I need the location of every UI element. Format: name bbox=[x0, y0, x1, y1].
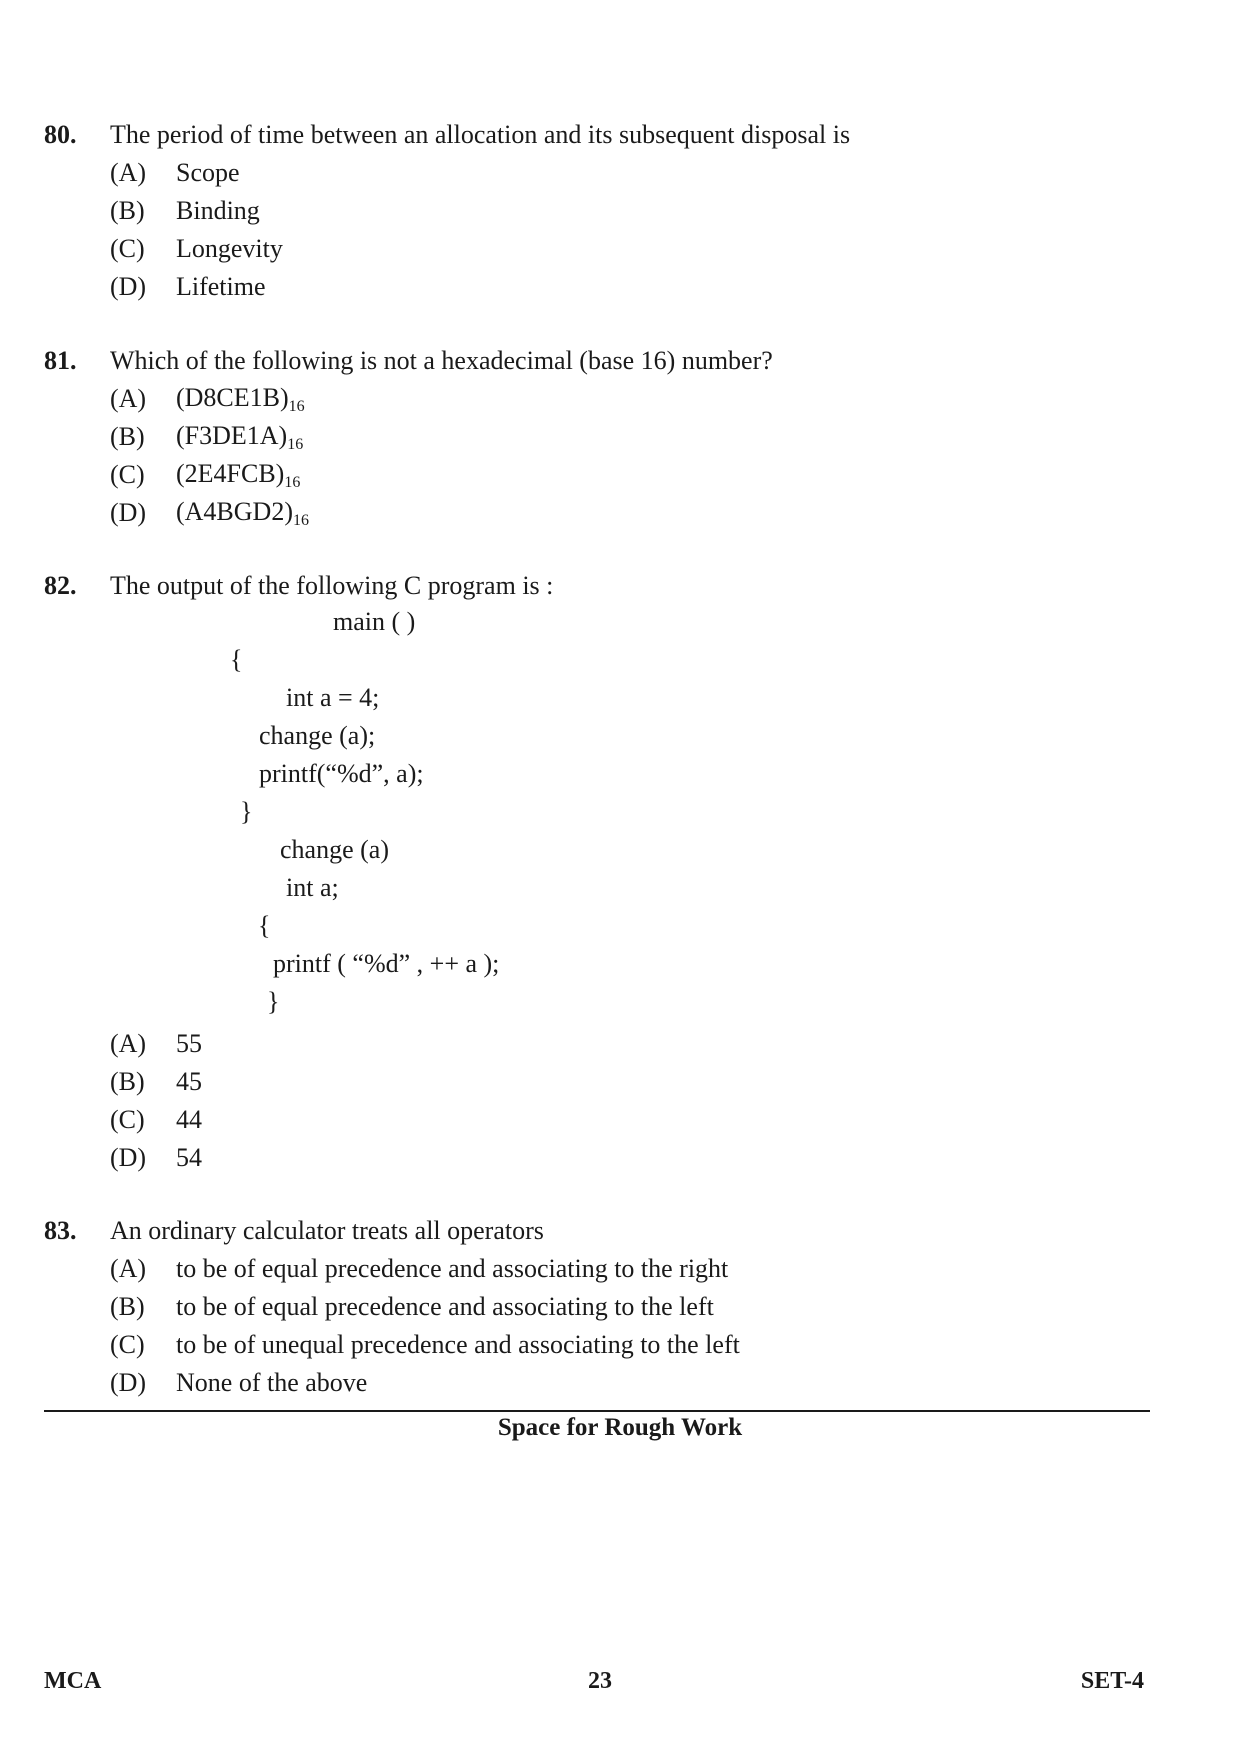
option-text: Longevity bbox=[176, 234, 283, 263]
option-text: to be of equal precedence and associating to the left bbox=[176, 1292, 714, 1321]
option-label: (C) bbox=[110, 234, 145, 263]
question-number: 81. bbox=[44, 346, 77, 375]
option-text: 44 bbox=[176, 1105, 202, 1134]
code-line: change (a); bbox=[259, 721, 376, 750]
question-83 bbox=[44, 1212, 1144, 1402]
option-label: (B) bbox=[110, 1292, 145, 1321]
option-b bbox=[110, 1063, 202, 1101]
option-label: (B) bbox=[110, 196, 145, 225]
option-label: (D) bbox=[110, 272, 147, 301]
option-b bbox=[110, 1288, 1144, 1326]
base-subscript: 16 bbox=[284, 473, 301, 491]
section-divider bbox=[44, 1410, 1150, 1412]
option-label: (B) bbox=[110, 422, 145, 451]
base-subscript: 16 bbox=[293, 511, 309, 529]
option-label: (A) bbox=[110, 158, 147, 187]
question-text: The period of time between an allocation and its subsequent disposal is bbox=[110, 120, 851, 149]
page-number: 23 bbox=[588, 1668, 612, 1694]
question-text: Which of the following is not a hexadecimal (base 16) number? bbox=[110, 346, 773, 375]
question-81 bbox=[44, 342, 1144, 532]
option-label: (D) bbox=[110, 1143, 147, 1172]
code-line: main ( ) bbox=[333, 607, 416, 636]
options-list bbox=[110, 380, 1144, 532]
option-d bbox=[110, 1139, 202, 1177]
option-b bbox=[110, 192, 1144, 230]
rough-work-heading: Space for Rough Work bbox=[497, 1414, 743, 1441]
option-label: (A) bbox=[110, 1254, 147, 1283]
option-a bbox=[110, 380, 1144, 418]
question-text: An ordinary calculator treats all operators bbox=[110, 1216, 544, 1245]
question-82 bbox=[44, 567, 1144, 1172]
option-label: (D) bbox=[110, 1368, 147, 1397]
code-line: int a = 4; bbox=[286, 683, 380, 712]
question-number: 80. bbox=[44, 120, 77, 149]
option-text: Binding bbox=[176, 196, 260, 225]
question-80 bbox=[44, 116, 1144, 306]
option-text: to be of equal precedence and associating to the right bbox=[176, 1254, 729, 1283]
option-text: 54 bbox=[176, 1143, 202, 1172]
option-a bbox=[110, 1025, 202, 1063]
code-line: change (a) bbox=[280, 835, 389, 864]
code-line: } bbox=[240, 797, 253, 826]
option-c bbox=[110, 1101, 202, 1139]
option-text: (2E4FCB) bbox=[176, 458, 285, 488]
option-a bbox=[110, 1250, 1144, 1288]
code-line: { bbox=[258, 911, 271, 940]
code-line: { bbox=[230, 645, 243, 674]
option-label: (D) bbox=[110, 498, 147, 527]
option-text: (D8CE1B) bbox=[176, 382, 289, 412]
option-label: (B) bbox=[110, 1067, 145, 1096]
option-label: (C) bbox=[110, 460, 145, 489]
option-a bbox=[110, 154, 1144, 192]
code-block bbox=[44, 567, 1144, 1167]
question-number: 83. bbox=[44, 1216, 77, 1245]
question-text: The output of the following C program is : bbox=[110, 571, 554, 600]
option-label: (C) bbox=[110, 1330, 145, 1359]
option-c bbox=[110, 456, 1144, 494]
option-label: (A) bbox=[110, 1029, 147, 1058]
code-line: } bbox=[267, 987, 280, 1016]
option-d bbox=[110, 268, 1144, 306]
option-d bbox=[110, 1364, 1144, 1402]
option-b bbox=[110, 418, 1144, 456]
option-text: 45 bbox=[176, 1067, 202, 1096]
options-list bbox=[110, 1250, 1144, 1402]
option-c bbox=[110, 1326, 1144, 1364]
base-subscript: 16 bbox=[287, 435, 304, 453]
option-text: (F3DE1A) bbox=[176, 420, 288, 450]
code-line: printf(“%d”, a); bbox=[259, 759, 424, 788]
option-c bbox=[110, 230, 1144, 268]
option-text: 55 bbox=[176, 1029, 202, 1058]
option-d bbox=[110, 494, 1144, 532]
options-list bbox=[110, 1025, 202, 1177]
code-line: printf ( “%d” , ++ a ); bbox=[273, 949, 500, 978]
footer-right: SET-4 bbox=[1080, 1668, 1144, 1694]
option-label: (A) bbox=[110, 384, 147, 413]
option-text: None of the above bbox=[176, 1368, 368, 1397]
option-text: to be of unequal precedence and associating to the left bbox=[176, 1330, 740, 1359]
code-line: int a; bbox=[286, 873, 339, 902]
question-number: 82. bbox=[44, 571, 77, 600]
option-text: Scope bbox=[176, 158, 240, 187]
option-label: (C) bbox=[110, 1105, 145, 1134]
option-text: Lifetime bbox=[176, 272, 266, 301]
footer-left: MCA bbox=[44, 1668, 102, 1694]
option-text: (A4BGD2) bbox=[176, 496, 293, 526]
options-list bbox=[110, 154, 1144, 306]
base-subscript: 16 bbox=[288, 397, 305, 415]
